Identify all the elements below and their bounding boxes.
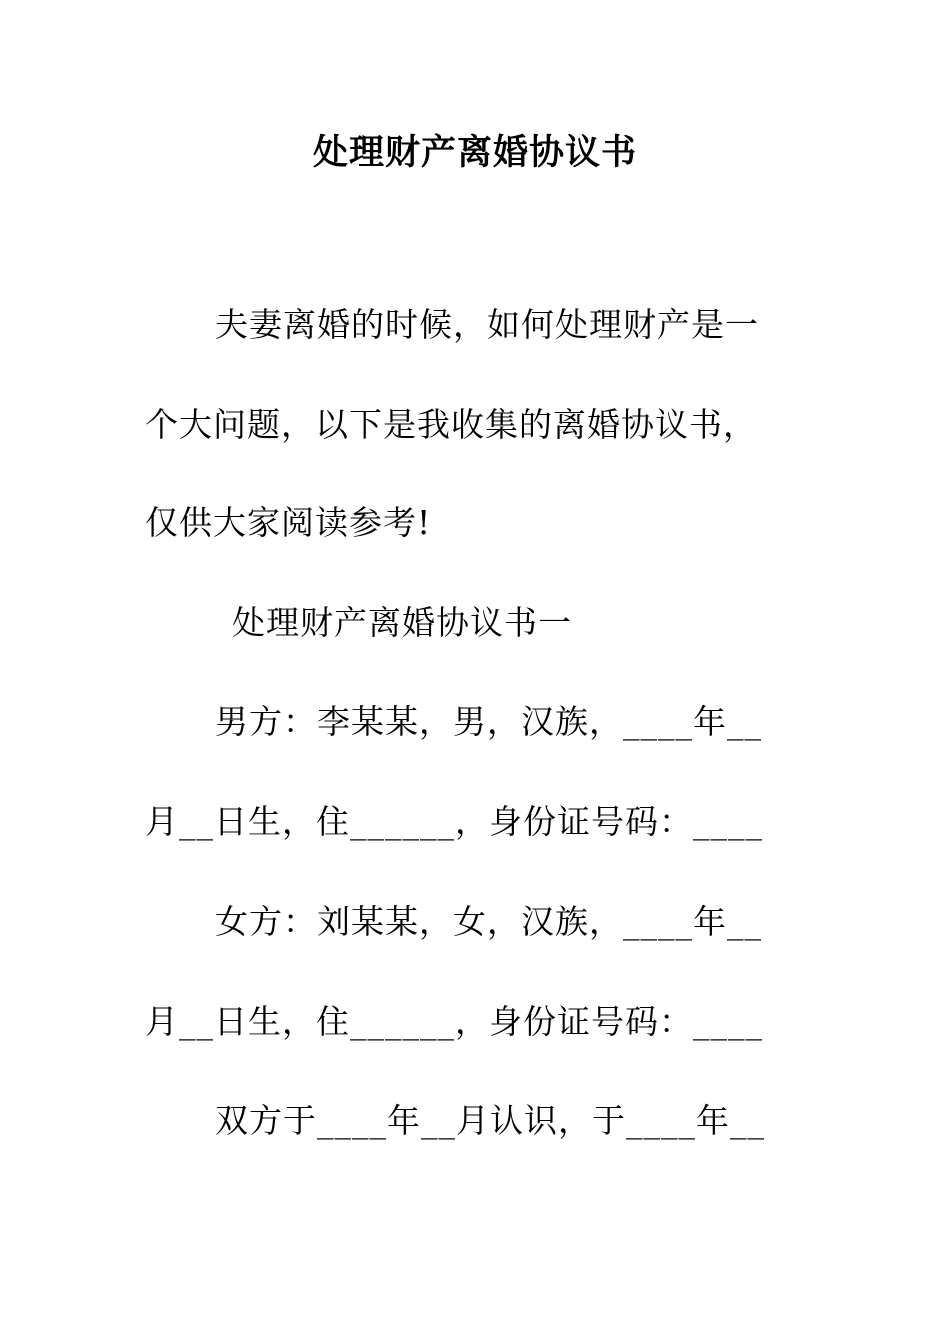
intro-paragraph-line-3: 仅供大家阅读参考! — [145, 503, 432, 542]
intro-paragraph-line-2: 个大问题，以下是我收集的离婚协议书， — [145, 405, 757, 444]
male-party-line-1: 男方：李某某，男，汉族，____年__ — [215, 702, 762, 741]
intro-paragraph-line-1: 夫妻离婚的时候，如何处理财产是一 — [215, 305, 759, 344]
document-title: 处理财产离婚协议书 — [312, 132, 637, 173]
female-party-line-1: 女方：刘某某，女，汉族，____年__ — [215, 902, 762, 941]
male-party-line-2: 月__日生，住______，身份证号码：____ — [145, 802, 763, 841]
relationship-line-1: 双方于____年__月认识，于____年__ — [215, 1101, 765, 1140]
female-party-line-2: 月__日生，住______，身份证号码：____ — [145, 1002, 763, 1041]
section-heading: 处理财产离婚协议书一 — [232, 603, 572, 642]
